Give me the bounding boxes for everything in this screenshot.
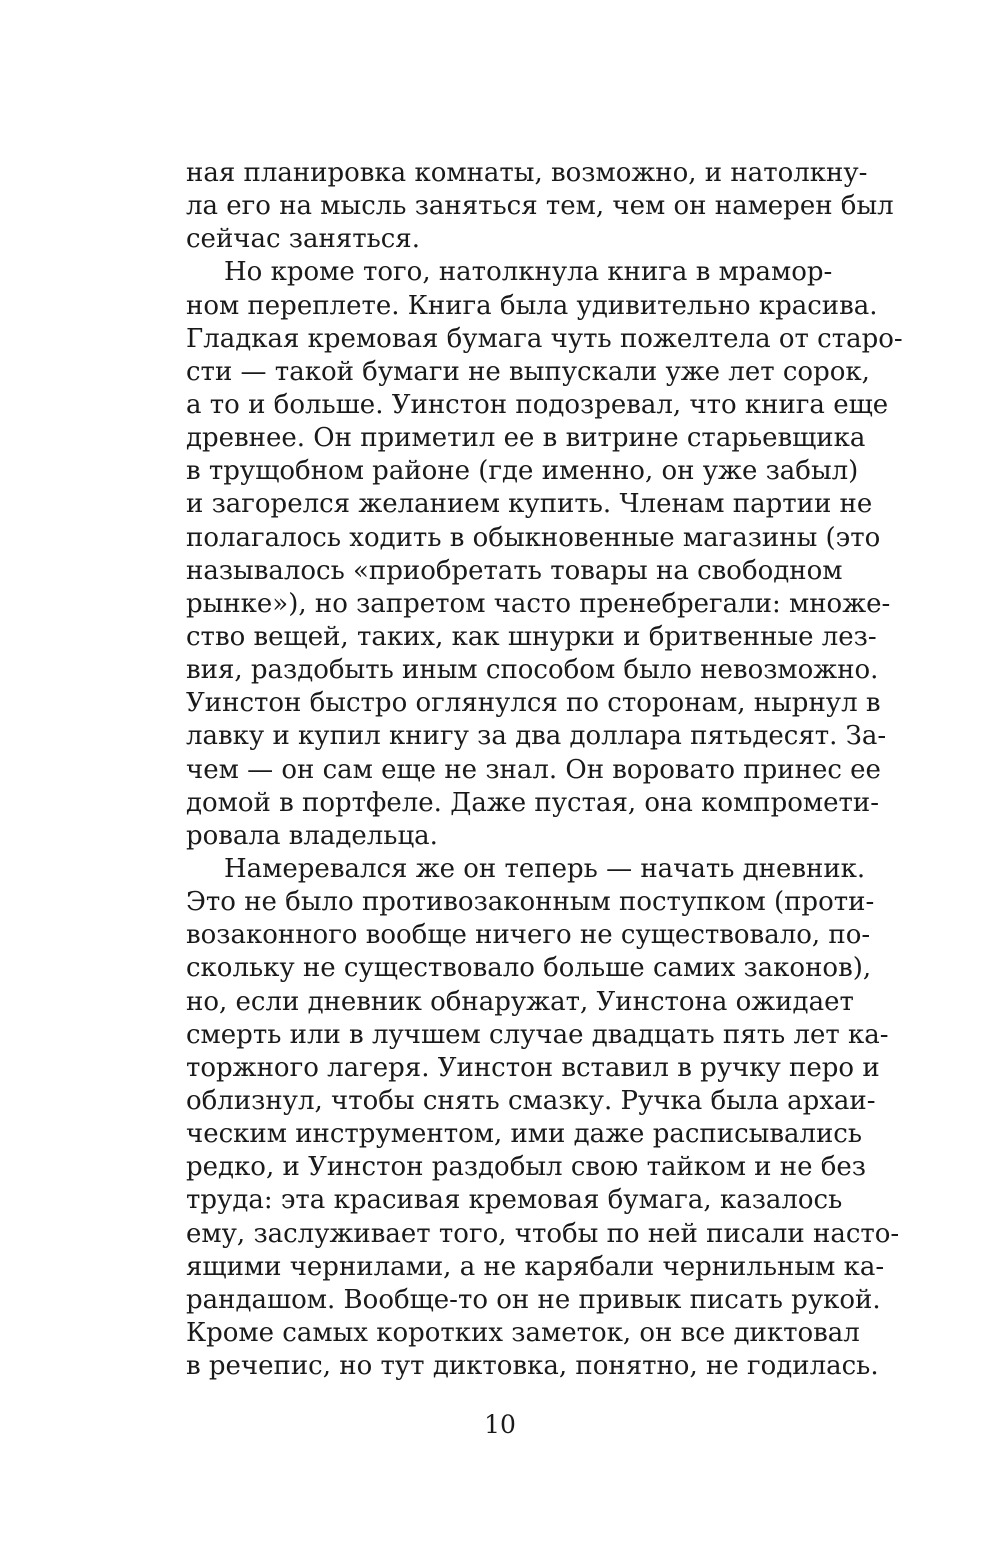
text-line: ная планировка комнаты, возможно, и натолкну- bbox=[186, 158, 868, 188]
paragraph-start-line: Намеревался же он теперь — начать дневник. bbox=[224, 853, 866, 884]
text-line: сейчас заняться. bbox=[186, 224, 420, 255]
text-line: торжного лагеря. Уинстон вставил в ручку перо и bbox=[186, 1052, 880, 1083]
text-line: ла его на мысль заняться тем, чем он намерен был bbox=[186, 191, 894, 222]
text-line: вия, раздобыть иным способом было невозможно. bbox=[186, 655, 879, 686]
text-line: и загорелся желанием купить. Членам партии не bbox=[186, 489, 873, 520]
text-line: сти — такой бумаги не выпускали уже лет сорок, bbox=[186, 356, 870, 387]
text-line: древнее. Он приметил ее в витрине старьевщика bbox=[186, 423, 866, 454]
text-line: а то и больше. Уинстон подозревал, что книга еще bbox=[186, 389, 889, 420]
text-line: но, если дневник обнаружат, Уинстона ожидает bbox=[186, 986, 854, 1017]
text-line: рынке»), но запретом часто пренебрегали: множе- bbox=[186, 588, 891, 619]
text-line: в трущобном районе (где именно, он уже забыл) bbox=[186, 456, 859, 487]
text-line: возаконного вообще ничего не существовало, по- bbox=[186, 920, 871, 951]
text-line: смерть или в лучшем случае двадцать пять лет ка- bbox=[186, 1019, 889, 1050]
text-line: редко, и Уинстон раздобыл свою тайком и не без bbox=[186, 1152, 866, 1183]
text-line: чем — он сам еще не знал. Он воровато принес ее bbox=[186, 754, 881, 785]
page-number: 10 bbox=[484, 1410, 516, 1439]
text-line: облизнул, чтобы снять смазку. Ручка была архаи- bbox=[186, 1085, 876, 1116]
text-line: Уинстон быстро оглянулся по сторонам, нырнул в bbox=[186, 688, 881, 719]
text-line: труда: эта красивая кремовая бумага, казалось bbox=[186, 1185, 843, 1216]
text-line: ящими чернилами, а не карябали чернильным ка- bbox=[186, 1251, 885, 1282]
text-line: называлось «приобретать товары на свободном bbox=[186, 555, 843, 586]
text-line: ство вещей, таких, как шнурки и бритвенные лез- bbox=[186, 621, 877, 652]
text-line: Это не было противозаконным поступком (проти- bbox=[186, 887, 875, 918]
text-line: домой в портфеле. Даже пустая, она компромети- bbox=[186, 787, 880, 818]
text-line: скольку не существовало больше самих законов), bbox=[186, 953, 872, 984]
text-line: Кроме самых коротких заметок, он все диктовал bbox=[186, 1317, 860, 1348]
text-line: рандашом. Вообще-то он не привык писать рукой. bbox=[186, 1284, 881, 1315]
text-line: Гладкая кремовая бумага чуть пожелтела от старо- bbox=[186, 323, 903, 354]
text-line: ему, заслуживает того, чтобы по ней писали насто- bbox=[186, 1218, 900, 1249]
text-line: ровала владельца. bbox=[186, 820, 438, 851]
text-line: в речепис, но тут диктовка, понятно, не годилась. bbox=[186, 1351, 879, 1382]
text-line: ном переплете. Книга была удивительно красива. bbox=[186, 290, 878, 321]
text-line: полагалось ходить в обыкновенные магазины (это bbox=[186, 522, 881, 553]
text-line: лавку и купил книгу за два доллара пятьдесят. За- bbox=[186, 721, 887, 752]
text-line: ческим инструментом, ими даже расписывались bbox=[186, 1119, 863, 1150]
paragraph-start-line: Но кроме того, натолкнула книга в мрамор- bbox=[224, 257, 833, 288]
body-text bbox=[186, 157, 903, 1383]
